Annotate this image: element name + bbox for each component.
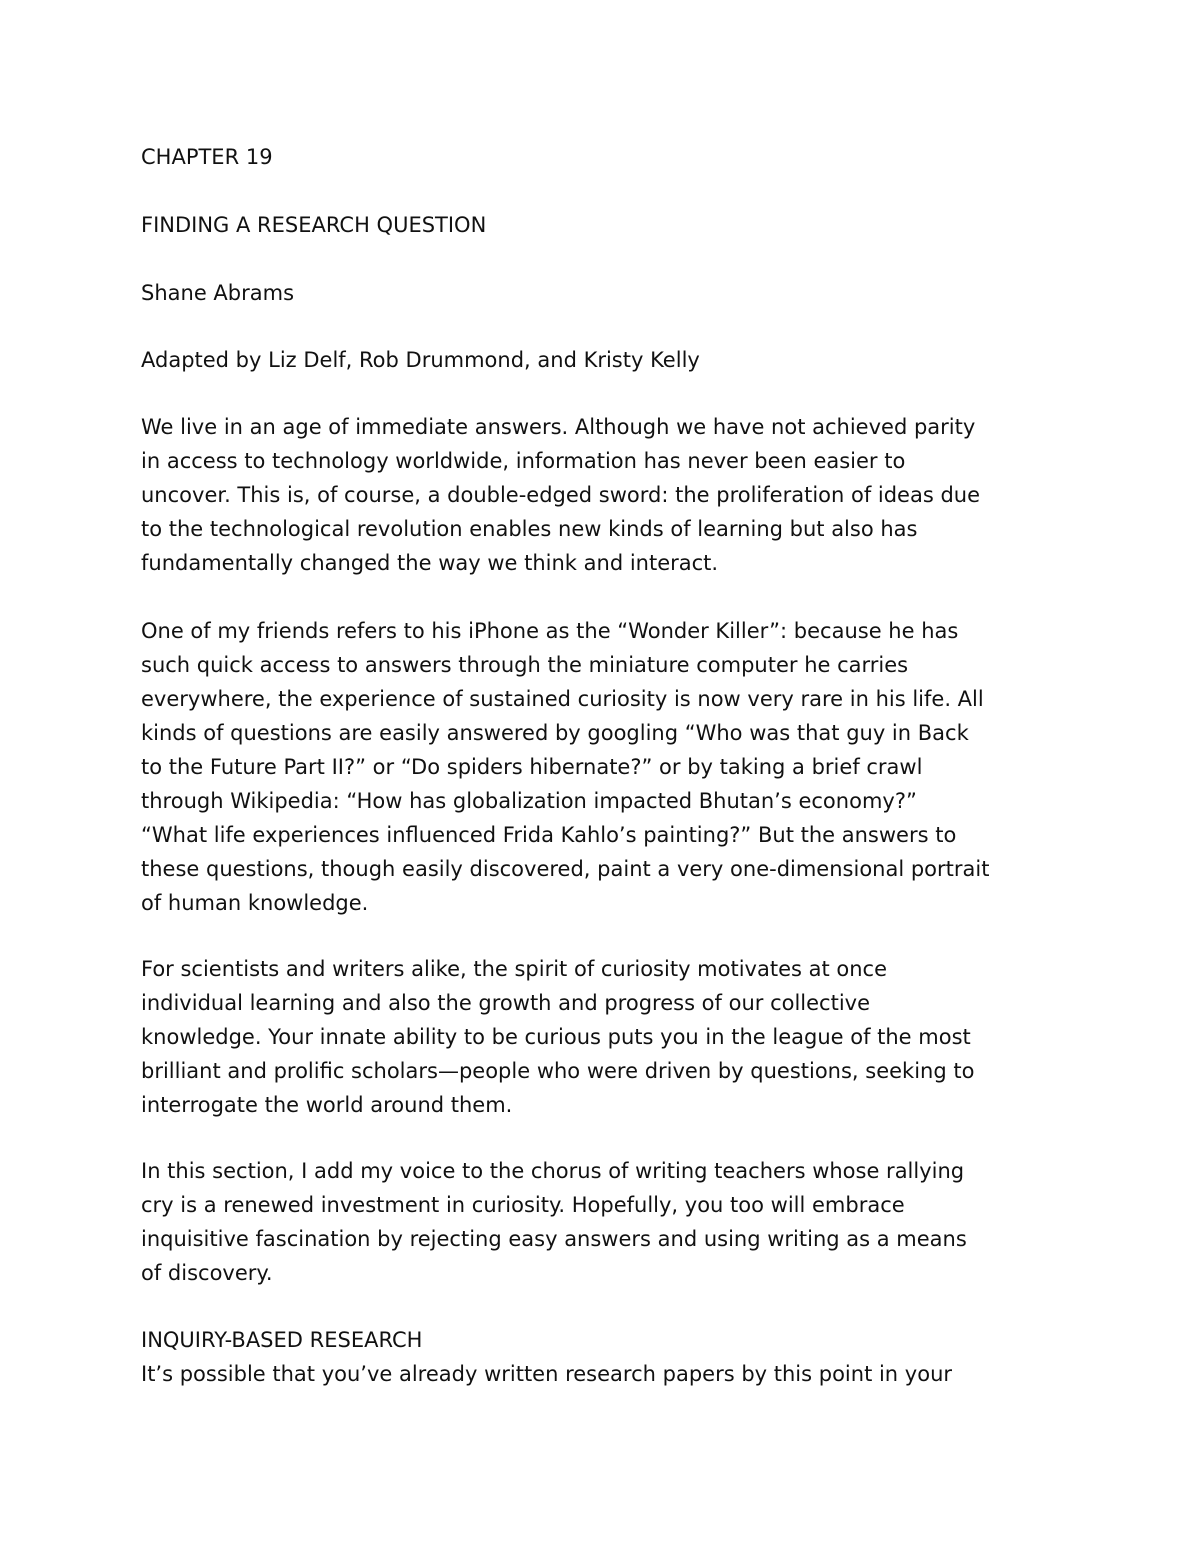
author-name: Shane Abrams [141,281,295,305]
paragraph-line: such quick access to answers through the miniature computer he carries [141,653,909,677]
body-paragraph-1 [141,410,1081,580]
adapted-by-credit: Adapted by Liz Delf, Rob Drummond, and Kristy Kelly [141,348,700,372]
paragraph-line: everywhere, the experience of sustained curiosity is now very rare in his life. All [141,687,984,711]
paragraph-line: of discovery. [141,1261,273,1285]
paragraph-line: One of my friends refers to his iPhone as the “Wonder Killer”: because he has [141,619,959,643]
paragraph-line: cry is a renewed investment in curiosity. Hopefully, you too will embrace [141,1193,905,1217]
section-body-first-line: It’s possible that you’ve already written research papers by this point in your [141,1362,953,1386]
paragraph-line: to the technological revolution enables new kinds of learning but also has [141,517,918,541]
paragraph-line: kinds of questions are easily answered by googling “Who was that guy in Back [141,721,969,745]
paragraph-line: In this section, I add my voice to the chorus of writing teachers whose rallying [141,1159,965,1183]
paragraph-line: For scientists and writers alike, the spirit of curiosity motivates at once [141,957,888,981]
section-heading: INQUIRY-BASED RESEARCH [141,1328,423,1352]
paragraph-line: inquisitive fascination by rejecting easy answers and using writing as a means [141,1227,967,1251]
paragraph-line: individual learning and also the growth and progress of our collective [141,991,871,1015]
paragraph-line: “What life experiences influenced Frida Kahlo’s painting?” But the answers to [141,823,957,847]
paragraph-line: through Wikipedia: “How has globalization impacted Bhutan’s economy?” [141,789,917,813]
paragraph-line: We live in an age of immediate answers. Although we have not achieved parity [141,415,976,439]
body-paragraph-4 [141,1154,1081,1290]
paragraph-line: to the Future Part II?” or “Do spiders hibernate?” or by taking a brief crawl [141,755,923,779]
paragraph-line: of human knowledge. [141,891,369,915]
body-paragraph-2 [141,614,1081,920]
paragraph-line: brilliant and prolific scholars—people who were driven by questions, seeking to [141,1059,975,1083]
paragraph-line: these questions, though easily discovered, paint a very one-dimensional portrait [141,857,990,881]
paragraph-line: interrogate the world around them. [141,1093,513,1117]
paragraph-line: uncover. This is, of course, a double-edged sword: the proliferation of ideas due [141,483,981,507]
body-paragraph-3 [141,952,1081,1122]
chapter-label: CHAPTER 19 [141,145,273,169]
paragraph-line: in access to technology worldwide, information has never been easier to [141,449,906,473]
paragraph-line: fundamentally changed the way we think and interact. [141,551,719,575]
paragraph-line: knowledge. Your innate ability to be curious puts you in the league of the most [141,1025,971,1049]
chapter-title: FINDING A RESEARCH QUESTION [141,213,487,237]
